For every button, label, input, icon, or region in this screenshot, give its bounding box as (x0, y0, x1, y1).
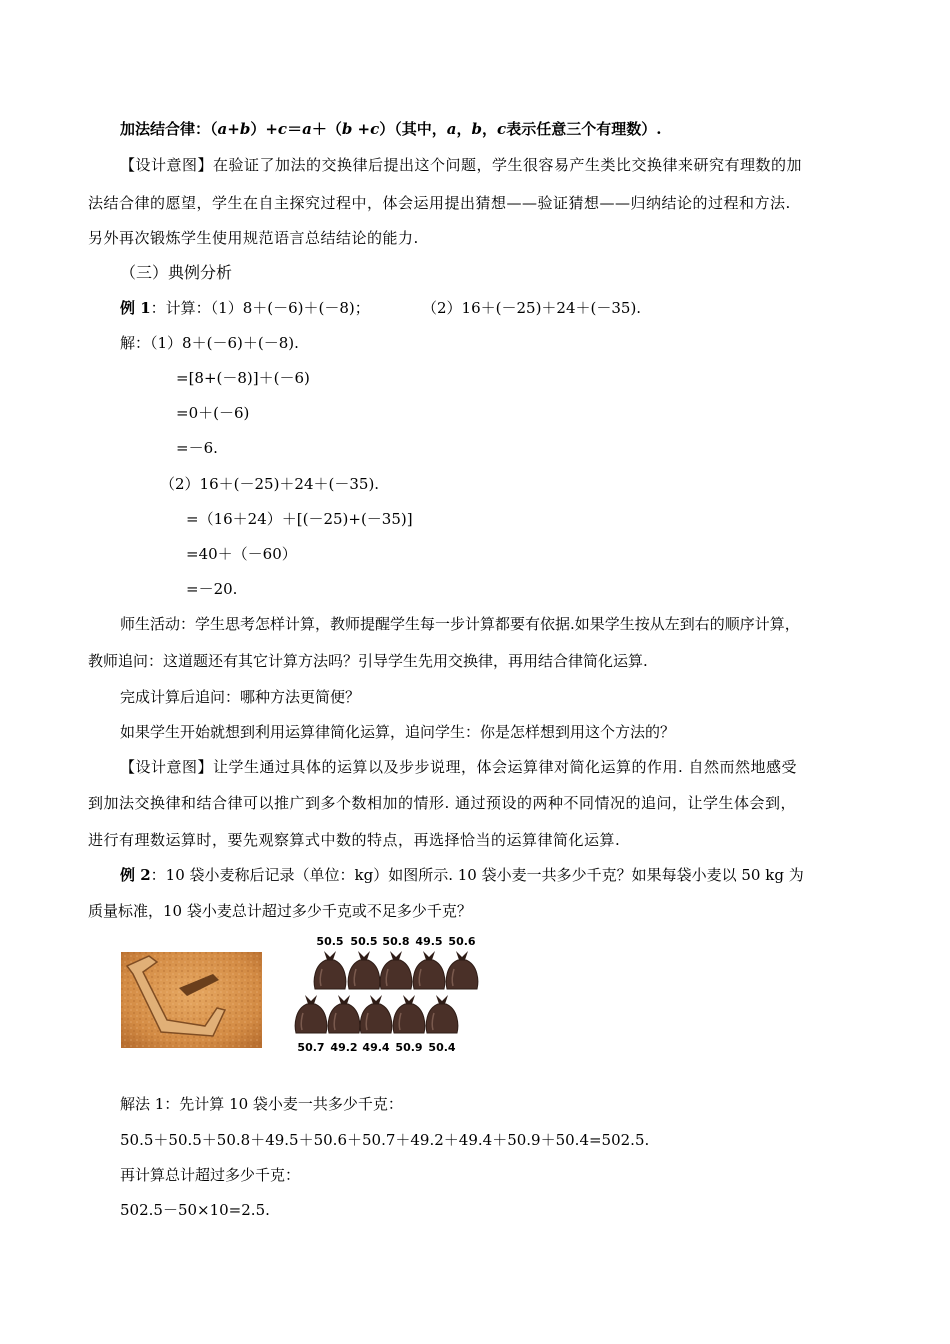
design-intent-1-line-3: 另外再次锻炼学生使用规范语言总结结论的能力. (88, 229, 419, 247)
design-intent-2-line-3: 进行有理数运算时，要先观察算式中数的特点，再选择恰当的运算律简化运算. (88, 831, 621, 849)
top-weight-label: 50.5 (350, 935, 378, 948)
bottom-weight-label: 50.9 (395, 1041, 423, 1054)
wheat-bags-figure (292, 933, 482, 1058)
method-1-sum: 50.5＋50.5＋50.8＋49.5＋50.6＋50.7＋49.2＋49.4＋50.9＋50.4=502.5. (120, 1131, 650, 1149)
wheat-bag (413, 951, 445, 989)
solution-2-line-1: （2）16＋(－25)＋24＋(－35). (160, 475, 380, 493)
solution-1-step-2: =0＋(－6) (176, 404, 250, 422)
example-2-line-2: 质量标准，10 袋小麦总计超过多少千克或不足多少千克？ (88, 902, 472, 920)
wheat-bag (348, 951, 380, 989)
activity-line-3: 完成计算后追问：哪种方法更简便？ (120, 688, 361, 706)
section-title: （三）典例分析 (120, 263, 233, 282)
solution-label: 解： (120, 334, 151, 352)
top-weight-label: 50.8 (382, 935, 410, 948)
example-2-line-1: 例 2：10 袋小麦称后记录（单位：kg）如图所示. 10 袋小麦一共多少千克？如果每袋小麦以 50 kg 为 (120, 866, 804, 884)
activity-line-4: 如果学生开始就想到利用运算律简化运算，追问学生：你是怎样想到用这个方法的？ (120, 723, 676, 741)
example-1-part-2: （2）16＋(－25)＋24＋(－35). (422, 299, 642, 317)
bottom-weight-label: 49.4 (362, 1041, 390, 1054)
wheat-bag (328, 995, 360, 1033)
method-1-excess-result: 502.5－50×10=2.5. (120, 1201, 270, 1219)
solution-1-step-3: =－6. (176, 439, 218, 457)
design-intent-2-line-2: 到加法交换律和结合律可以推广到多个数相加的情形. 通过预设的两种不同情况的追问，让学生体会到， (88, 794, 797, 812)
wheat-scoop-photo (121, 952, 262, 1048)
wheat-bag (426, 995, 458, 1033)
wheat-bag (393, 995, 425, 1033)
law-title: 加法结合律： (120, 120, 211, 138)
wheat-bag (314, 951, 346, 989)
activity-line-1: 师生活动：学生思考怎样计算，教师提醒学生每一步计算都要有依据.如果学生按从左到右的顺序计算， (120, 615, 800, 633)
solution-2-step-3: =－20. (186, 580, 238, 598)
wheat-bag (360, 995, 392, 1033)
solution-1-line-1: 解：（1）8＋(－6)＋(－8). (120, 334, 299, 352)
bottom-weight-label: 50.7 (297, 1041, 325, 1054)
method-1-intro: 解法 1：先计算 10 袋小麦一共多少千克： (120, 1095, 403, 1113)
wheat-bag (380, 951, 412, 989)
method-1-excess-intro: 再计算总计超过多少千克： (120, 1166, 301, 1184)
top-weight-label: 49.5 (415, 935, 443, 948)
bottom-weight-label: 49.2 (330, 1041, 358, 1054)
law-statement: 加法结合律：（a+b）+c＝a＋（b +c）（其中，a，b，c表示任意三个有理数）. (120, 120, 662, 138)
design-intent-1-line-2: 法结合律的愿望，学生在自主探究过程中，体会运用提出猜想——验证猜想——归纳结论的过程和方法. (88, 194, 791, 212)
activity-line-2: 教师追问：这道题还有其它计算方法吗？引导学生先用交换律，再用结合律简化运算. (88, 652, 648, 670)
solution-2-step-2: =40＋（－60） (186, 545, 297, 563)
top-weight-label: 50.5 (316, 935, 344, 948)
bottom-weight-label: 50.4 (428, 1041, 456, 1054)
design-intent-2-line-1: 【设计意图】让学生通过具体的运算以及步步说理，体会运算律对简化运算的作用. 自然而然地感受 (120, 758, 798, 776)
wheat-bag (446, 951, 478, 989)
solution-2-step-1: =（16＋24）＋[(－25)+(－35)] (186, 510, 413, 528)
solution-1-step-1: =[8+(－8)]＋(－6) (176, 369, 310, 387)
design-intent-1-line-1: 【设计意图】在验证了加法的交换律后提出这个问题，学生很容易产生类比交换律来研究有理数的加 (120, 156, 803, 174)
wheat-bag (295, 995, 327, 1033)
top-weight-label: 50.6 (448, 935, 476, 948)
example-1: 例 1：计算：（1）8＋(－6)＋(－8)； (120, 299, 370, 317)
example-1-label: 例 1 (120, 299, 151, 317)
example-2-label: 例 2 (120, 866, 151, 884)
